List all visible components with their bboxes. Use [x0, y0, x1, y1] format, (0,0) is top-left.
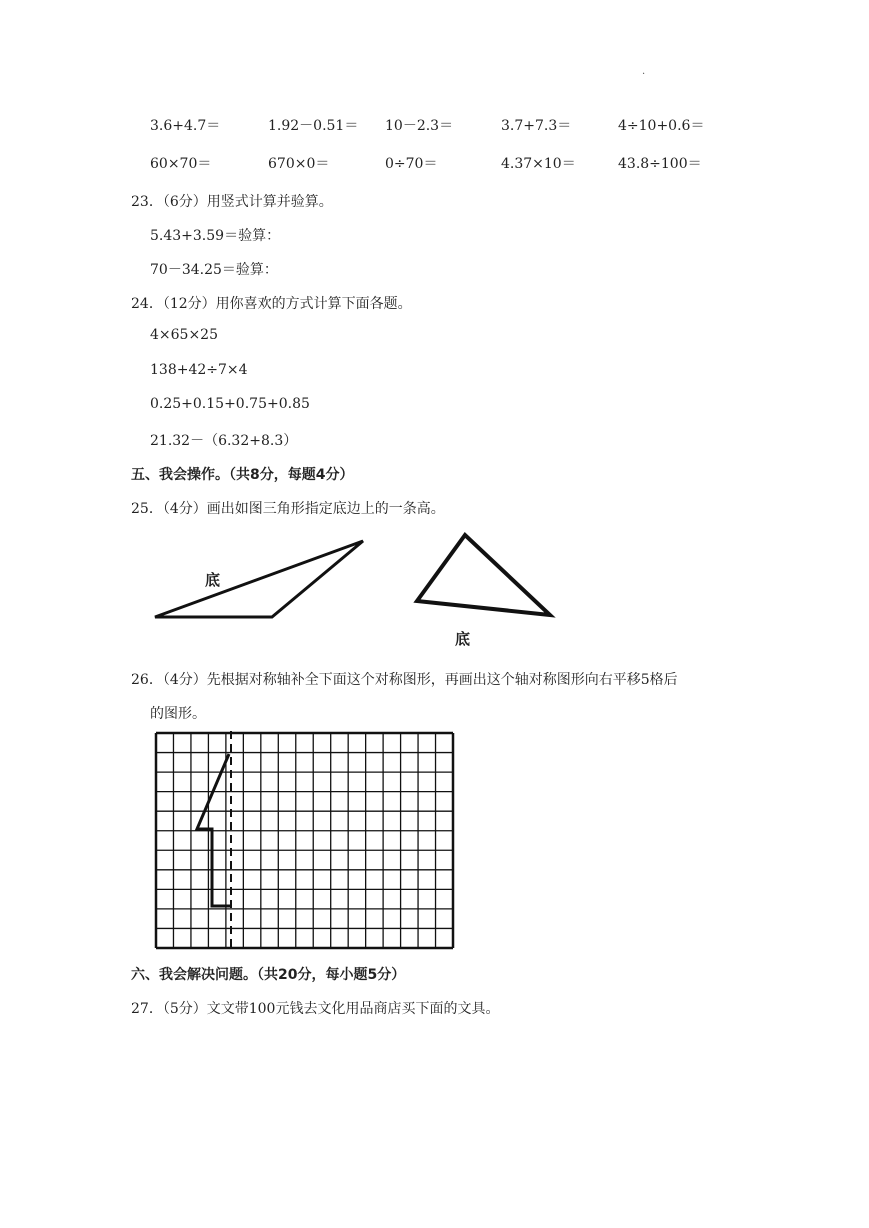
base-label-right: 底: [455, 630, 471, 648]
question-24-item: 138+42÷7×4: [150, 362, 248, 378]
calc-item: 3.6+4.7＝: [150, 118, 221, 134]
calc-item: 1.92－0.51＝: [268, 118, 359, 134]
section-5-heading: 五、我会操作。（共8分，每题4分）: [131, 467, 354, 483]
symmetry-grid: [150, 729, 460, 954]
obtuse-triangle: [155, 541, 363, 617]
question-26-title: 26．（4分）先根据对称轴补全下面这个对称图形，再画出这个轴对称图形向右平移5格后: [131, 672, 678, 688]
triangle-figures: [140, 530, 570, 655]
calc-item: 670×0＝: [268, 156, 330, 172]
question-24-title: 24．（12分）用你喜欢的方式计算下面各题。: [131, 296, 412, 312]
page-mark: .: [642, 66, 646, 77]
calc-item: 3.7+7.3＝: [501, 118, 572, 134]
calc-item: 4÷10+0.6＝: [618, 118, 705, 134]
calc-item: 60×70＝: [150, 156, 212, 172]
grid-lines: [156, 733, 453, 948]
calc-item: 10－2.3＝: [385, 118, 454, 134]
question-23-item: 70－34.25＝验算：: [150, 262, 278, 278]
section-6-heading: 六、我会解决问题。（共20分，每小题5分）: [131, 967, 406, 983]
base-label-left: 底: [205, 571, 221, 589]
calc-item: 43.8÷100＝: [618, 156, 702, 172]
question-24-item: 0.25+0.15+0.75+0.85: [150, 396, 310, 412]
calc-item: 0÷70＝: [385, 156, 438, 172]
question-24-item: 4×65×25: [150, 327, 218, 343]
calc-item: 4.37×10＝: [501, 156, 576, 172]
question-26-title-cont: 的图形。: [150, 706, 206, 722]
question-27-title: 27．（5分）文文带100元钱去文化用品商店买下面的文具。: [131, 1001, 500, 1017]
question-24-item: 21.32－（6.32+8.3）: [150, 433, 298, 449]
question-25-title: 25．（4分）画出如图三角形指定底边上的一条高。: [131, 501, 445, 517]
question-23-item: 5.43+3.59＝验算：: [150, 228, 281, 244]
question-23-title: 23．（6分）用竖式计算并验算。: [131, 194, 333, 210]
acute-triangle: [417, 535, 550, 615]
